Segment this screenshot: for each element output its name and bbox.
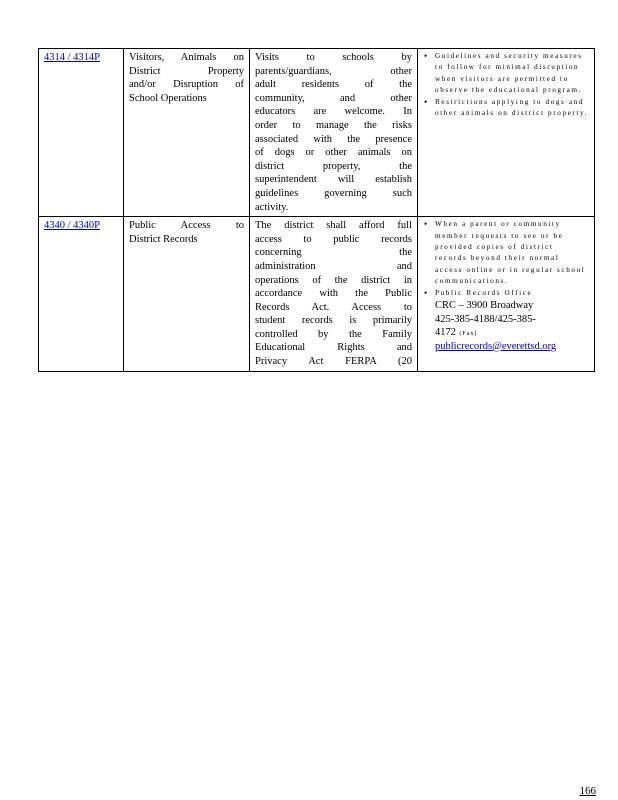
summary-line: guidelines governing such bbox=[255, 187, 412, 199]
title-line: School Operations bbox=[129, 92, 207, 104]
title-line: Public Access to bbox=[129, 220, 244, 232]
policy-summary-cell bbox=[250, 49, 418, 217]
summary-line: administration and bbox=[255, 260, 412, 272]
policy-table bbox=[38, 48, 595, 372]
summary-line: concerning the bbox=[255, 247, 412, 259]
summary-line: district property, the bbox=[255, 160, 412, 172]
title-line: Visitors, Animals on bbox=[129, 52, 244, 63]
note-item: • Restrictions applying to dogs and other animals on district property. bbox=[435, 97, 589, 120]
summary-line: accordance with the Public bbox=[255, 288, 412, 300]
summary-line: controlled by the Family bbox=[255, 328, 412, 340]
title-line: and/or Disruption of bbox=[129, 79, 244, 91]
policy-title-cell bbox=[124, 217, 250, 372]
link-separator: / bbox=[65, 52, 74, 63]
note-item: • Guidelines and security measures to follow for minimal disruption when visitors are permitted to observe the educational program. bbox=[435, 51, 589, 97]
table-row bbox=[39, 49, 595, 217]
summary-line: activity. bbox=[255, 201, 289, 213]
summary-line: parents/guardians, other bbox=[255, 65, 412, 77]
policy-number-cell bbox=[39, 49, 124, 217]
procedure-link-4314p[interactable]: 4314P bbox=[73, 52, 101, 63]
summary-line: order to manage the risks bbox=[255, 119, 412, 131]
link-separator: / bbox=[65, 220, 74, 232]
office-name: Public Records Office bbox=[435, 288, 533, 297]
summary-line: adult residents of the bbox=[255, 79, 412, 91]
summary-line: educators are welcome. In bbox=[255, 106, 412, 118]
summary-line: operations of the district in bbox=[255, 274, 412, 286]
office-address: CRC – 3900 Broadway bbox=[435, 299, 534, 311]
summary-line: Educational Rights and bbox=[255, 342, 412, 354]
summary-line: superintendent will establish bbox=[255, 174, 412, 186]
office-phone-cont: 4172 bbox=[435, 327, 456, 339]
summary-line: community, and other bbox=[255, 92, 412, 104]
summary-line: The district shall afford full bbox=[255, 220, 412, 232]
email-link[interactable]: publicrecords@everettsd.org bbox=[435, 340, 557, 352]
title-line: District Property bbox=[129, 65, 244, 77]
summary-line: Visits to schools by bbox=[255, 52, 412, 63]
procedure-link-4340p[interactable]: 4340P bbox=[73, 220, 101, 232]
policy-title-cell bbox=[124, 49, 250, 217]
contact-item bbox=[435, 288, 589, 353]
summary-line: Records Act. Access to bbox=[255, 301, 412, 313]
office-phone: 425-385-4188/425-385- bbox=[435, 313, 536, 325]
summary-line: of dogs or other animals on bbox=[255, 147, 412, 159]
summary-line: student records is primarily bbox=[255, 315, 412, 327]
summary-line: access to public records bbox=[255, 233, 412, 245]
note-item: • When a parent or community member requests to see or be provided copies of district records beyond their normal access online or in regular school communications. bbox=[435, 219, 589, 287]
policy-number-cell bbox=[39, 217, 124, 372]
title-line: District Records bbox=[129, 233, 198, 245]
notes-list bbox=[423, 51, 589, 119]
summary-line: associated with the presence bbox=[255, 133, 412, 145]
policy-link-4340[interactable]: 4340 bbox=[44, 220, 65, 232]
policy-summary-cell bbox=[250, 217, 418, 372]
summary-line: Privacy Act FERPA (20 bbox=[255, 356, 412, 368]
fax-label: (Fax) bbox=[459, 331, 478, 338]
policy-link-4314[interactable]: 4314 bbox=[44, 52, 65, 63]
procedure-notes-cell bbox=[418, 217, 595, 372]
notes-list bbox=[423, 219, 589, 353]
page-number: 166 bbox=[579, 785, 596, 797]
procedure-notes-cell bbox=[418, 49, 595, 217]
table-row bbox=[39, 217, 595, 372]
